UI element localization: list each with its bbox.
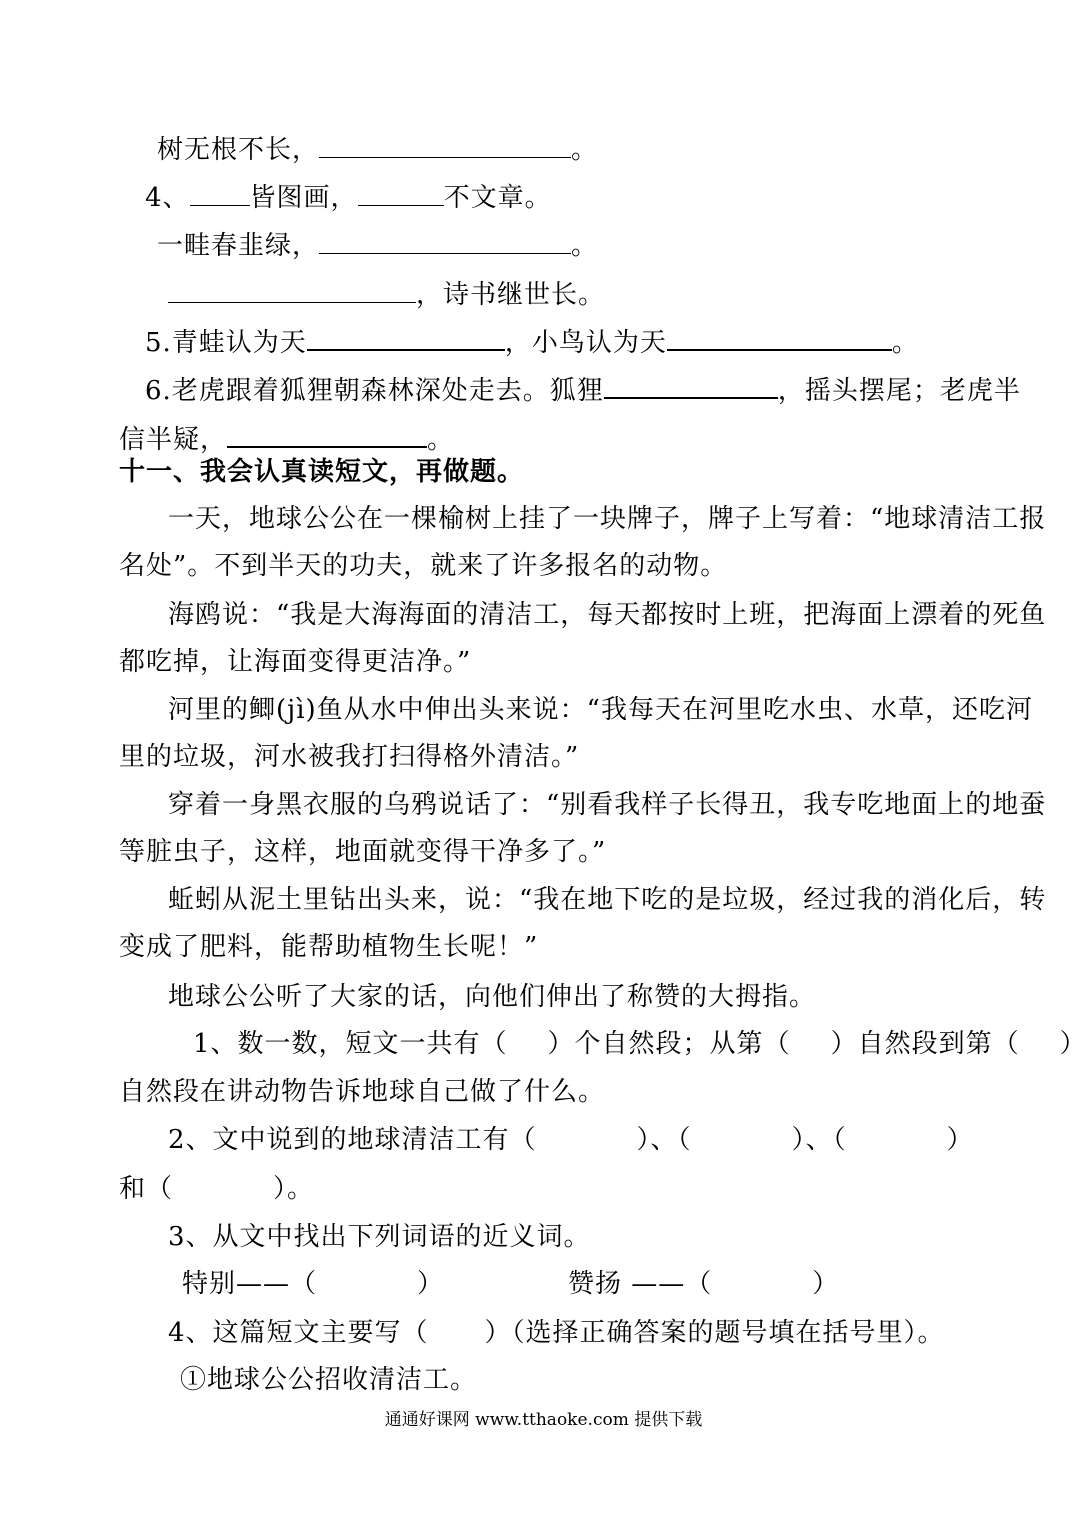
text: 一畦春韭绿，	[157, 231, 320, 261]
passage-line: 蚯蚓从泥土里钻出头来，说：“我在地下吃的是垃圾，经过我的消化后，转	[168, 885, 1047, 915]
question-3-word2	[568, 1267, 839, 1301]
text: 。	[891, 328, 919, 358]
text: ）	[417, 1269, 445, 1299]
text: ）	[812, 1269, 840, 1299]
blank-field[interactable]	[319, 135, 571, 158]
text: ，摇头摆尾；老虎半	[777, 376, 1021, 406]
passage-line: 名处”。不到半天的功夫，就来了许多报名的动物。	[119, 551, 728, 581]
question-2-line2	[119, 1172, 314, 1206]
passage-line: 等脏虫子，这样，地面就变得干净多了。”	[119, 837, 607, 867]
text: ）、（	[636, 1125, 692, 1155]
blank-field[interactable]	[307, 327, 505, 351]
text: 皆图画，	[249, 183, 358, 213]
text: ）	[1059, 1029, 1087, 1059]
text: ）个自然段；从第（	[547, 1029, 791, 1059]
question-number: 4、	[145, 183, 190, 213]
blank-field[interactable]	[667, 327, 892, 351]
poem-line-tree	[157, 133, 598, 167]
question-3: 3、从文中找出下列词语的近义词。	[168, 1222, 591, 1252]
blank-field[interactable]	[168, 280, 416, 303]
text: 。	[571, 231, 599, 261]
text: ）。	[273, 1174, 315, 1204]
text: 不文章。	[443, 183, 552, 213]
text: ，小鸟认为天	[504, 328, 667, 358]
poem-line-chives	[157, 229, 598, 263]
passage-line: 海鸥说：“我是大海海面的清洁工，每天都按时上班，把海面上漂着的死鱼	[168, 600, 1047, 630]
question-1-line2: 自然段在讲动物告诉地球自己做了什么。	[119, 1077, 606, 1107]
text: 树无根不长，	[157, 135, 320, 165]
blank-field[interactable]	[604, 375, 778, 399]
text: 6.老虎跟着狐狸朝森林深处走去。狐狸	[145, 376, 604, 406]
text: ）自然段到第（	[830, 1029, 1020, 1059]
section-title: 十一、我会认真读短文，再做题。	[119, 457, 525, 487]
blank-field[interactable]	[227, 424, 427, 448]
question-4-option-1: ①地球公公招收清洁工。	[180, 1365, 478, 1395]
blank-field[interactable]	[358, 183, 444, 206]
text: ）、（	[791, 1125, 847, 1155]
text: 和（	[119, 1174, 174, 1204]
question-4	[168, 1316, 945, 1350]
text: 信半疑，	[119, 425, 228, 455]
passage-line: 河里的鲫(jì)鱼从水中伸出头来说：“我每天在河里吃水虫、水草，还吃河	[168, 695, 1033, 725]
passage-line: 一天，地球公公在一棵榆树上挂了一块牌子，牌子上写着：“地球清洁工报	[168, 504, 1047, 534]
question-3-word1	[182, 1267, 444, 1301]
question-6-fill-line1	[145, 374, 1021, 408]
text: 。	[427, 425, 455, 455]
question-6-fill-line2	[119, 423, 454, 457]
question-4-fill	[145, 181, 552, 215]
poem-line-books	[168, 278, 605, 312]
text: 5.青蛙认为天	[145, 328, 307, 358]
question-5-fill	[145, 326, 919, 360]
passage-line: 里的垃圾，河水被我打扫得格外清洁。”	[119, 742, 580, 772]
question-1	[193, 1027, 1087, 1061]
text: 2、文中说到的地球清洁工有（	[168, 1125, 537, 1155]
text: 特别——（	[182, 1269, 318, 1299]
passage-line: 变成了肥料，能帮助植物生长呢！”	[119, 932, 539, 962]
blank-field[interactable]	[319, 231, 571, 254]
text: 4、这篇短文主要写（	[168, 1318, 429, 1348]
text: 1、数一数，短文一共有（	[193, 1029, 508, 1059]
passage-line: 穿着一身黑衣服的乌鸦说话了：“别看我样子长得丑，我专吃地面上的地蚕	[168, 790, 1047, 820]
passage-line: 都吃掉，让海面变得更洁净。”	[119, 647, 472, 677]
passage-line: 地球公公听了大家的话，向他们伸出了称赞的大拇指。	[168, 982, 817, 1012]
text: ，诗书继世长。	[416, 280, 606, 310]
text: 赞扬 ——（	[568, 1269, 713, 1299]
question-2	[168, 1123, 974, 1157]
page-footer: 通通好课网 www.tthaoke.com 提供下载	[384, 1410, 703, 1430]
text: ）	[946, 1125, 974, 1155]
blank-field[interactable]	[190, 183, 250, 206]
text: ）（选择正确答案的题号填在括号里）。	[484, 1318, 945, 1348]
text: 。	[571, 135, 599, 165]
